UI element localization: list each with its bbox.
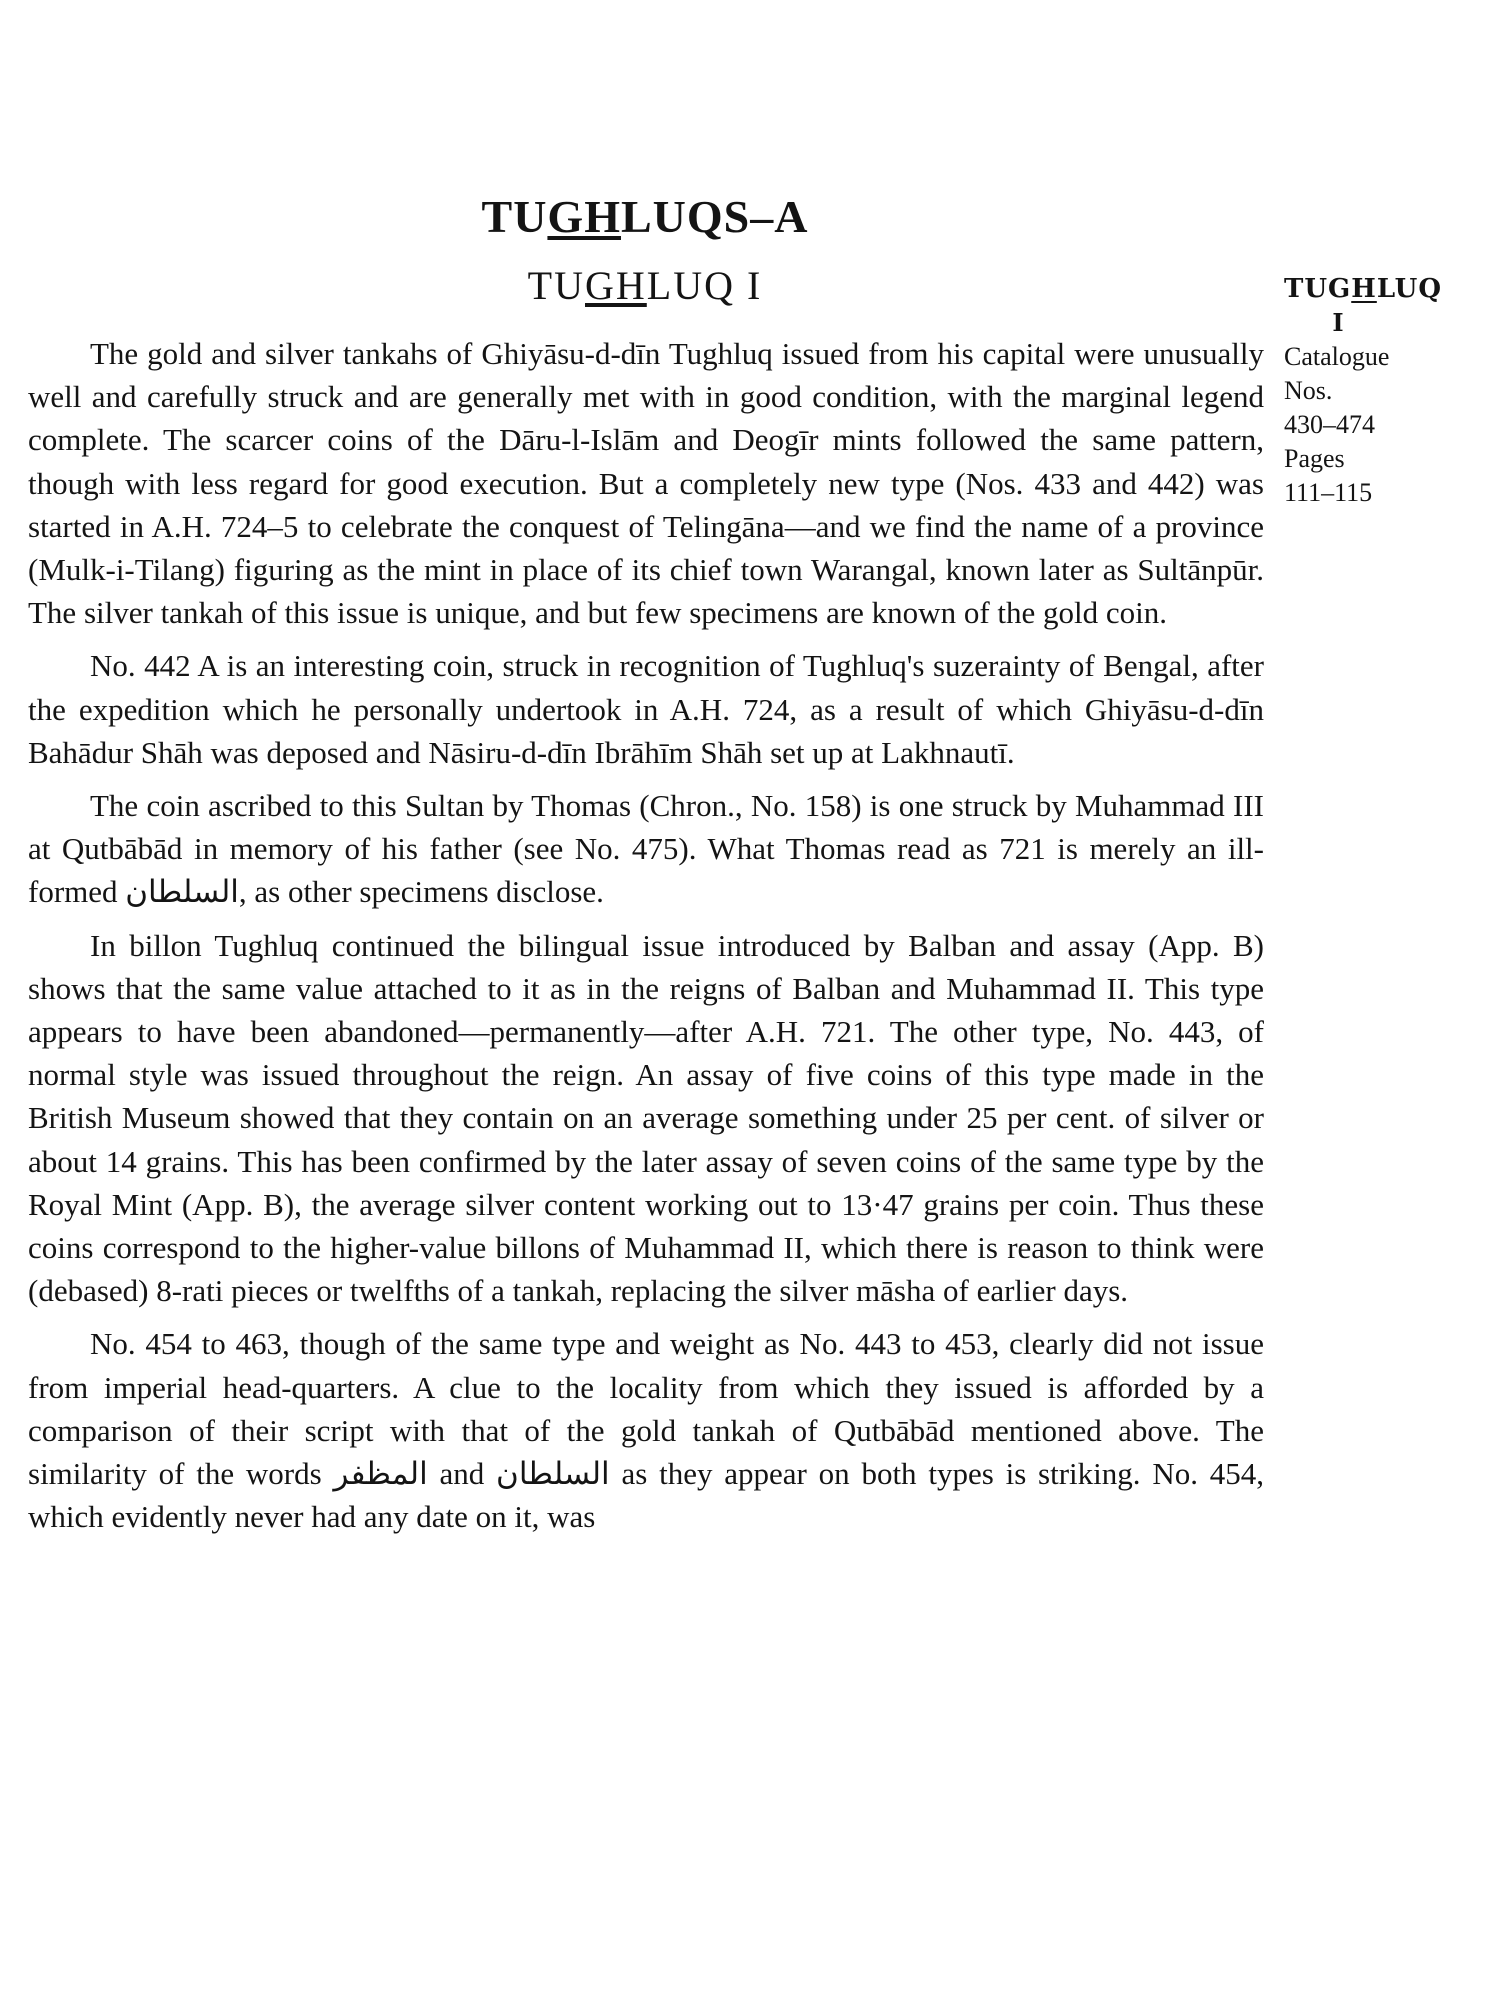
paragraph: In billon Tughluq continued the bilingual issue introduced by Balban and assay (App. B) shows that the same value attached to it as in the reigns of Balban and Muhammad II. This type appears to have been abandoned—permanently—after A.H. 721. The other type, No. 443, of normal style was issued throughout the reign. An assay of five coins of this type made in the British Museum showed that they contain on an average something under 25 per cent. of silver or about 14 grains. This has been confirmed by the later assay of seven coins of the same type by the Royal Mint (App. B), the average silver content working out to 13·47 grains per coin. Thus these coins correspond to the higher-value billons of Muhammad II, which there is reason to think were (debased) 8-rati pieces or twelfths of a tankah, replacing the silver māsha of earlier days. bbox=[28, 927, 1264, 1309]
body-text bbox=[28, 332, 1264, 1548]
margin-note-nos-label: Nos. bbox=[1284, 376, 1333, 405]
margin-note bbox=[1284, 272, 1494, 510]
paragraph: No. 442 A is an interesting coin, struck in recognition of Tughluq's suzerainty of Bengal, after the expedition which he personally undertook in A.H. 724, as a result of which Ghiyāsu-d-dīn Bahādur Shāh was deposed and Nāsiru-d-dīn Ibrāhīm Shāh set up at Lakhnautī. bbox=[28, 648, 1264, 770]
paragraph: The gold and silver tankahs of Ghiyāsu-d-dīn Tughluq issued from his capital were unusually well and carefully struck and are generally met with in good condition, with the marginal legend complete. The scarcer coins of the Dāru-l-Islām and Deogīr mints followed the same pattern, though with less regard for good execution. But a completely new type (Nos. 433 and 442) was started in A.H. 724–5 to celebrate the conquest of Telingāna—and we find the name of a province (Mulk-i-Tilang) figuring as the mint in place of its chief town Warangal, known later as Sultānpūr. The silver tankah of this issue is unique, and but few specimens are known of the gold coin. bbox=[28, 336, 1264, 631]
paragraph: The coin ascribed to this Sultan by Thomas (Chron., No. 158) is one struck by Muhammad III at Qutbābād in memory of his father (see No. 475). What Thomas read as 721 is merely an ill-formed السلطان, as other specimens disclose. bbox=[28, 788, 1264, 910]
margin-note-pages-range: 111–115 bbox=[1284, 478, 1373, 507]
margin-note-title: TUGHLUQ bbox=[1284, 274, 1442, 304]
page-title: TUGHLUQS–A bbox=[481, 191, 809, 242]
section-title: TUGHLUQ I bbox=[527, 263, 763, 308]
margin-note-pages-label: Pages bbox=[1284, 444, 1345, 473]
margin-note-numeral: I bbox=[1332, 308, 1344, 337]
margin-note-catalogue-label: Catalogue bbox=[1284, 342, 1390, 371]
margin-note-nos-range: 430–474 bbox=[1284, 410, 1375, 439]
paragraph: No. 454 to 463, though of the same type and weight as No. 443 to 453, clearly did not issue from imperial head-quarters. A clue to the locality from which they issued is afforded by a comparison of their script with that of the gold tankah of Qutbābād mentioned above. The similarity of the words المظفر and السلطان as they appear on both types is striking. No. 454, which evidently never had any date on it, was bbox=[28, 1326, 1265, 1535]
